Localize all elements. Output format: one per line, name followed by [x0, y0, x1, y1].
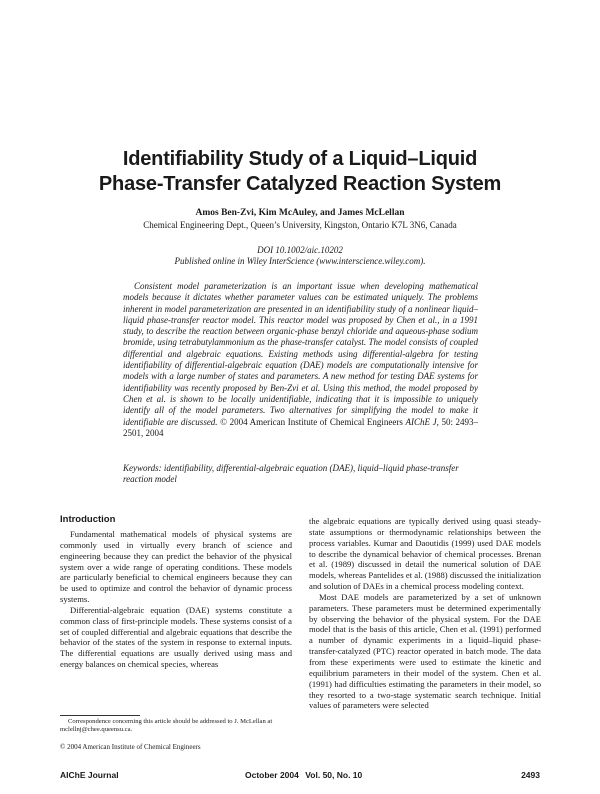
footnote-copyright: © 2004 American Institute of Chemical Engineers — [60, 743, 201, 751]
doi: DOI 10.1002/aic.10202 — [257, 245, 343, 255]
title-line-2: Phase-Transfer Catalyzed Reaction System — [98, 173, 502, 195]
abstract-body: Consistent model parameterization is an important issue when developing mathematical models because it dictates whether parameter values can be estimated uniquely. The problems inherent in model parameterization are presented in an identifiability study of a nonlinear liquid–liquid phase-transfer reactor model. This reactor model was proposed by Chen et al., in a 1991 study, to describe the reaction between organic-phase benzyl chloride and aqueous-phase sodium bromide, using tetrabutylammonium as the phase-transfer catalyst. The model consists of coupled differential and algebraic equations. Existing methods using differential-algebra for testing identifiability of differential-algebraic equation (DAE) models are computationally intensive for models with a large number of states and parameters. A new method for testing DAE systems for identifiability was recently proposed by Ben-Zvi et al. Using this method, the model proposed by Chen et al. is shown to be locally unidentifiable, indicating that it is impossible to uniquely identify all of the model parameters. Two alternatives for simplifying the model to make it identifiable are discussed. — [123, 281, 478, 427]
author-list: Amos Ben-Zvi, Kim McAuley, and James McLellan — [195, 208, 405, 218]
published-online-note: Published online in Wiley InterScience (www.interscience.wiley.com). — [174, 256, 426, 266]
paragraph: Most DAE models are parameterized by a set of unknown parameters. These parameters must be determined experimentally by observing the behavior of the physical system. For the DAE model that is the basis of this article, Chen et al. (1991) performed a number of dynamic experiments in a liquid–liquid phase-transfer-catalyzed (PTC) reactor operated in batch mode. The data from these experiments were used to estimate the kinetic and equilibrium parameters in their model of the system. Chen et al. (1991) had difficulties estimating the parameters in their model, so they resorted to a two-stage systematic search technique. Initial values of parameters were selected — [309, 591, 541, 711]
footer-month: October 2004 — [245, 770, 299, 780]
footer-volume: Vol. 50, No. 10 — [305, 770, 363, 780]
keywords: Keywords: identifiability, differential-algebraic equation (DAE), liquid–liquid phase-transfer reaction model — [123, 463, 459, 485]
abstract-citation: 50: 2493–2501, 2004 — [123, 416, 479, 438]
title-line-1: Identifiability Study of a Liquid–Liquid — [122, 148, 478, 170]
left-column — [60, 514, 292, 670]
paragraph: Fundamental mathematical models of physical systems are commonly used in virtually every branch of science and engineering because they can predict the behavior of the physical system over a wide range of operating conditions. These models are particularly beneficial to chemical engineers because they can be used to optimize and control the behavior of dynamic process systems. — [60, 529, 292, 605]
abstract — [123, 281, 478, 439]
article-title — [60, 147, 540, 197]
correspondence-footnote: Correspondence concerning this article should be addressed to J. McLellan at mclellnj@chee.queensu.ca. — [60, 718, 273, 734]
footer-journal-name: AIChE Journal — [60, 770, 119, 780]
paragraph: the algebraic equations are typically derived using quasi steady-state assumptions or thermodynamic relationships between the process variables. Kumar and Daoutidis (1999) used DAE models to describe the dynamical behavior of chemical processes. Brenan et al. (1989) discussed in detail the numerical solution of DAE models, whereas Pantelides et al. (1988) discussed the initialization and solution of DAEs in a chemical process modeling context. — [309, 516, 541, 592]
footer-issue — [245, 770, 366, 780]
right-column — [309, 516, 541, 711]
affiliation: Chemical Engineering Dept., Queen’s University, Kingston, Ontario K7L 3N6, Canada — [143, 220, 457, 230]
abstract-citation-journal: AIChE J, — [405, 416, 439, 427]
section-heading-introduction: Introduction — [60, 514, 116, 525]
footnote-divider — [60, 715, 140, 716]
abstract-copyright: © 2004 American Institute of Chemical Engineers — [220, 416, 403, 427]
paragraph: Differential-algebraic equation (DAE) systems constitute a common class of first-principle models. These systems consist of a set of coupled differential and algebraic equations that describe the behavior of the states of the system in response to external inputs. The differential equations are usually derived using mass and energy balances on chemical species, whereas — [60, 604, 292, 670]
footer-page-number: 2493 — [521, 770, 540, 780]
